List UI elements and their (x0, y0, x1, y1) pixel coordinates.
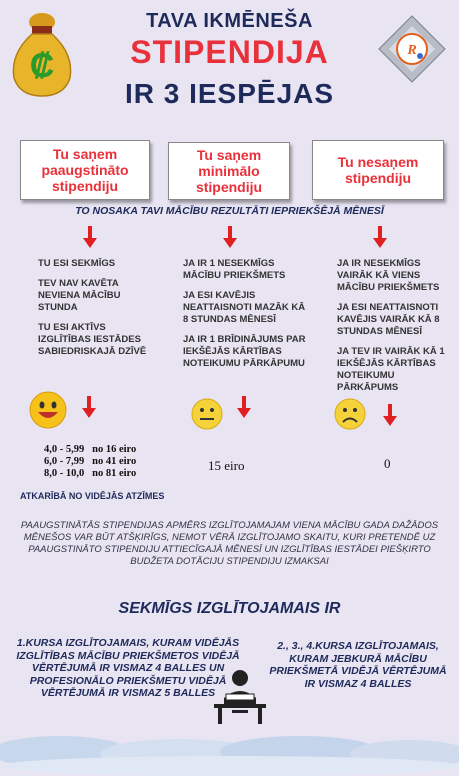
down-arrow-icon (82, 396, 96, 418)
page-title-line3: IR 3 IESPĒJAS (124, 78, 335, 109)
criteria-item: TU ESI SEKMĪGS (38, 258, 116, 269)
criteria-column-none (337, 258, 447, 402)
salary-table (44, 444, 174, 480)
criteria-item: JA IR 1 NESEKMĪGS MĀCĪBU PRIEKŠMETS (183, 258, 286, 281)
subheading: SEKMĪGS IZGLĪTOJAMAIS IR (118, 600, 341, 617)
condition-other-years: 2., 3., 4.KURSA IZGLĪTOJAMAIS, KURAM JEBKURĀ MĀCĪBU PRIEKŠMETĀ VIDĒJĀ VĒRTĒJUMĀ IR VISMAZ 4 BALLES (269, 640, 447, 690)
down-arrow-icon (237, 396, 251, 418)
criteria-item: JA ESI NEATTAISNOTI KAVĒJIS VAIRĀK KĀ 8 STUNDAS MĒNESĪ (337, 302, 440, 337)
range-value: 4,0 - 5,99 (44, 444, 85, 455)
criteria-item: JA IR NESEKMĪGS VAIRĀK KĀ VIENS MĀCĪBU PRIEKŠMETS (337, 258, 440, 293)
criteria-item: JA ESI KAVĒJIS NEATTAISNOTI MAZĀK KĀ 8 STUNDAS MĒNESĪ (183, 290, 306, 325)
neutral-face-icon (190, 397, 224, 431)
amount-value: no 16 eiro (92, 444, 137, 455)
salary-row (44, 468, 174, 480)
banner-text: TO NOSAKA TAVI MĀCĪBU REZULTĀTI IEPRIEKŠĒJĀ MĒNESĪ (75, 205, 384, 217)
condition-first-year: 1.KURSA IZGLĪTOJAMAIS, KURAM VIDĒJĀS IZGLĪTĪBAS MĀCĪBU PRIEKŠMETOS VIDĒJĀ VĒRTĒJUMĀ IR VISMAZ 4 BALLES UN PROFESIONĀLO PRIEKŠMETU VIDĒJĀ VĒRTĒJUMĀ IR VISMAZ 5 BALLES (16, 637, 240, 699)
happy-face-icon (28, 390, 68, 430)
page-title-line1: TAVA IKMĒNEŠA (146, 10, 313, 32)
criteria-item: TEV NAV KAVĒTA NEVIENA MĀCĪBU STUNDA (38, 278, 121, 313)
none-amount: 0 (384, 456, 391, 471)
option-box-none: Tu nesaņem stipendiju (312, 140, 444, 200)
svg-text:R: R (407, 43, 417, 58)
down-arrow-icon (83, 226, 97, 248)
sad-face-icon (333, 397, 367, 431)
salary-row (44, 456, 174, 468)
criteria-item: TU ESI AKTĪVS IZGLĪTĪBAS IESTĀDES SABIEDRISKAJĀ DZĪVĒ (38, 322, 147, 357)
page-title-line2: STIPENDIJA (130, 34, 329, 70)
range-value: 8,0 - 10,0 (44, 468, 85, 479)
amount-value: no 41 eiro (92, 456, 137, 467)
water-decoration (0, 724, 459, 776)
svg-text:₡: ₡ (29, 47, 55, 85)
range-value: 6,0 - 7,99 (44, 456, 85, 467)
dependency-note: ATKARĪBĀ NO VIDĒJĀS ATZĪMES (20, 491, 165, 501)
salary-row (44, 444, 174, 456)
criteria-item: JA TEV IR VAIRĀK KĀ 1 IEKŠĒJĀS KĀRTĪBAS NOTEIKUMU PĀRKĀPUMS (337, 346, 445, 393)
down-arrow-icon (383, 404, 397, 426)
info-paragraph: PAAUGSTINĀTĀS STIPENDIJAS APMĒRS IZGLĪTOJAMAJAM VIENA MĀCĪBU GADA DAŽĀDOS MĒNEŠOS VAR BŪT ATŠĶIRĪGS, NEMOT VĒRĀ IZGLĪTOJAMO SKAITU, KURI PRETENDĒ UZ PAAUGSTINĀTO STIPENDIJU ATTIECĪGAJĀ MĒNESĪ UN IZGLĪTĪBAS IESTĀDEI PIEŠĶIRTO BUDŽETA DOTĀCIJU STIPENDIJU IZMAKSAI (20, 520, 439, 567)
amount-value: no 81 eiro (92, 468, 137, 479)
criteria-column-minimal (183, 258, 308, 378)
option-box-minimal: Tu saņem minimālo stipendiju (168, 142, 290, 200)
criteria-item: JA IR 1 BRĪDINĀJUMS PAR IEKŠĒJĀS KĀRTĪBAS NOTEIKUMU PĀRKĀPUMU (183, 334, 306, 369)
down-arrow-icon (223, 226, 237, 248)
down-arrow-icon (373, 226, 387, 248)
criteria-column-raised (38, 258, 158, 366)
minimal-amount: 15 eiro (208, 458, 245, 473)
option-box-raised: Tu saņem paaugstināto stipendiju (20, 140, 150, 200)
student-reading-icon (210, 668, 270, 730)
